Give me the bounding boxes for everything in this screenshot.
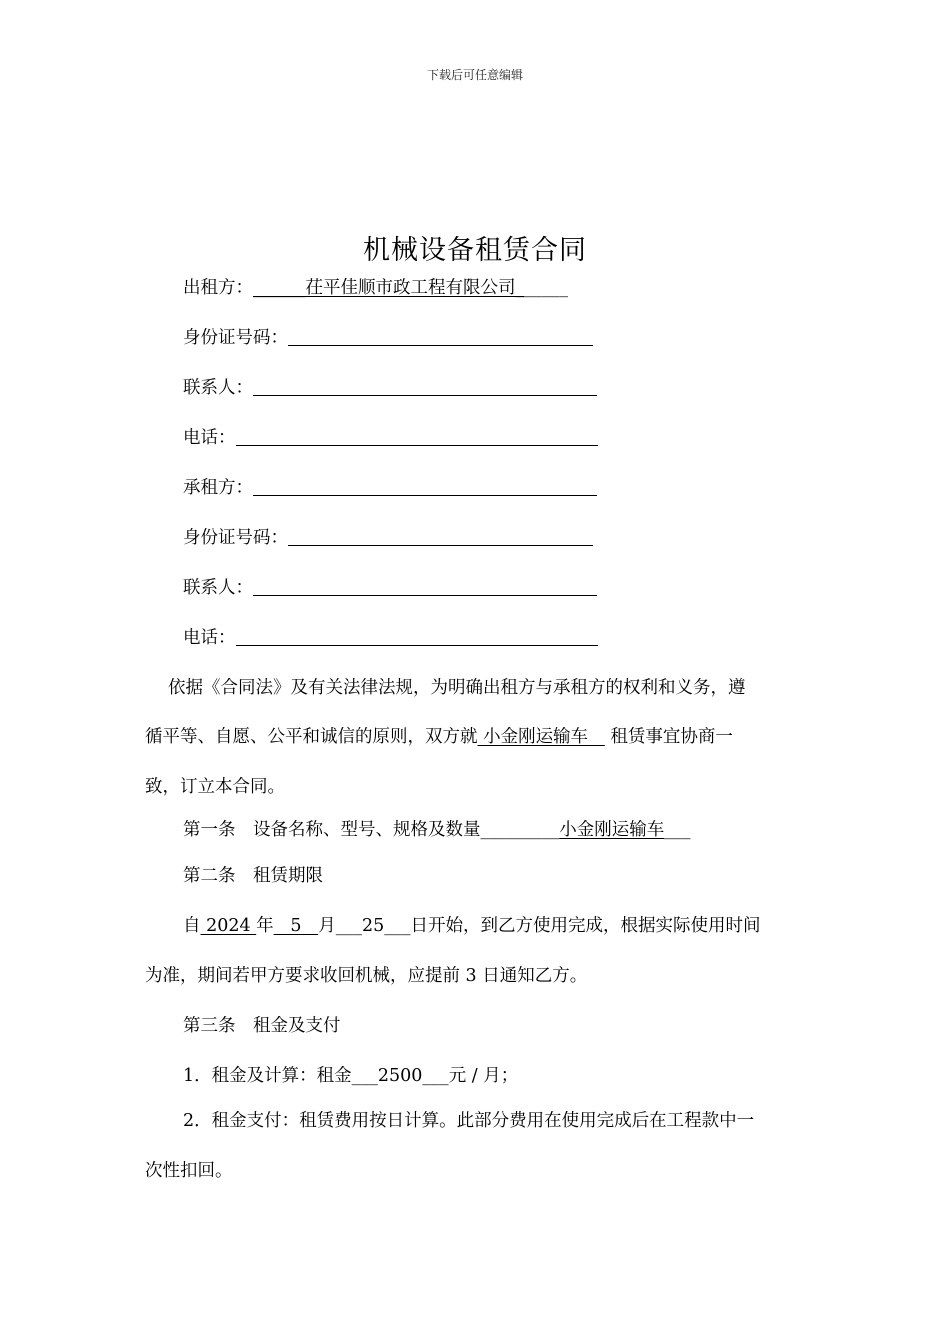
- intro-line-2-post: 租赁事宜协商一: [604, 727, 733, 747]
- lessor-phone-label: 电话：: [183, 428, 236, 448]
- intro-line-1: 依据《合同法》及有关法律法规，为明确出租方与承租方的权利和义务，遵: [168, 678, 746, 698]
- contract-title: 机械设备租赁合同: [363, 235, 587, 266]
- intro-line-3: 致，订立本合同。: [145, 777, 285, 797]
- start-month: 5: [273, 916, 319, 936]
- article-1: [183, 816, 691, 841]
- header-note: 下载后可任意编辑: [426, 68, 523, 82]
- start-year: 2024: [200, 916, 257, 936]
- article-1-value: 小金刚运输车: [559, 820, 665, 840]
- lessor-contact-line: [183, 374, 597, 399]
- lessee-phone-blank[interactable]: [236, 627, 598, 646]
- lessee-label: 承租方：: [183, 478, 253, 498]
- intro-line-2-pre: 循平等、自愿、公平和诚信的原则，双方就: [145, 727, 478, 747]
- lessee-contact-line: [183, 574, 597, 599]
- article-2-line-2: 为准，期间若甲方要求收回机械，应提前 3 日通知乙方。: [145, 966, 588, 986]
- article-3-item-2-line-1: 2．租金支付：租赁费用按日计算。此部分费用在使用完成后在工程款中一: [183, 1111, 755, 1131]
- lessor-contact-blank[interactable]: [253, 377, 597, 396]
- start-day: ___25___: [335, 916, 411, 936]
- intro-equipment: 小金刚运输车: [477, 727, 605, 747]
- lessee-contact-blank[interactable]: [253, 577, 597, 596]
- article-2-label: 第二条 租赁期限: [183, 866, 323, 886]
- lessee-id-line: [183, 524, 593, 549]
- month-label: 月: [318, 916, 336, 936]
- rent-amount: ___2500___: [351, 1066, 449, 1086]
- lessor-phone-blank[interactable]: [236, 427, 598, 446]
- lessee-id-label: 身份证号码：: [183, 528, 288, 548]
- article-2-line-1: [183, 912, 760, 937]
- intro-line-2: [145, 723, 733, 748]
- lessor-label: 出租方：: [183, 278, 253, 298]
- lessor-contact-label: 联系人：: [183, 378, 253, 398]
- lessee-blank[interactable]: [253, 477, 597, 496]
- lessor-value: ______茌平佳顺市政工程有限公司_: [253, 278, 525, 298]
- year-label: 年: [256, 916, 274, 936]
- article-1-pre: _________: [480, 820, 560, 840]
- article-3-item-1: [183, 1062, 518, 1087]
- lessee-phone-label: 电话：: [183, 628, 236, 648]
- lessor-line: [183, 274, 568, 299]
- lessee-contact-label: 联系人：: [183, 578, 253, 598]
- article-1-label: 第一条 设备名称、型号、规格及数量: [183, 820, 481, 840]
- lessor-id-line: [183, 324, 593, 349]
- article-2-rest: 日开始，到乙方使用完成，根据实际使用时间: [410, 916, 761, 936]
- lessee-id-blank[interactable]: [288, 527, 593, 546]
- lessor-id-label: 身份证号码：: [183, 328, 288, 348]
- lessor-phone-line: [183, 424, 598, 449]
- article-3-item-2-line-2: 次性扣回。: [145, 1161, 233, 1181]
- article-2-from: 自: [183, 916, 201, 936]
- article-3-label: 第三条 租金及支付: [183, 1016, 341, 1036]
- article-1-post: ___: [664, 820, 691, 840]
- rent-label: 1．租金及计算：租金: [183, 1066, 352, 1086]
- rent-unit: 元 / 月；: [448, 1066, 519, 1086]
- lessee-phone-line: [183, 624, 598, 649]
- lessor-id-blank[interactable]: [288, 327, 593, 346]
- lessor-tail: _____: [524, 278, 568, 298]
- lessee-line: [183, 474, 597, 499]
